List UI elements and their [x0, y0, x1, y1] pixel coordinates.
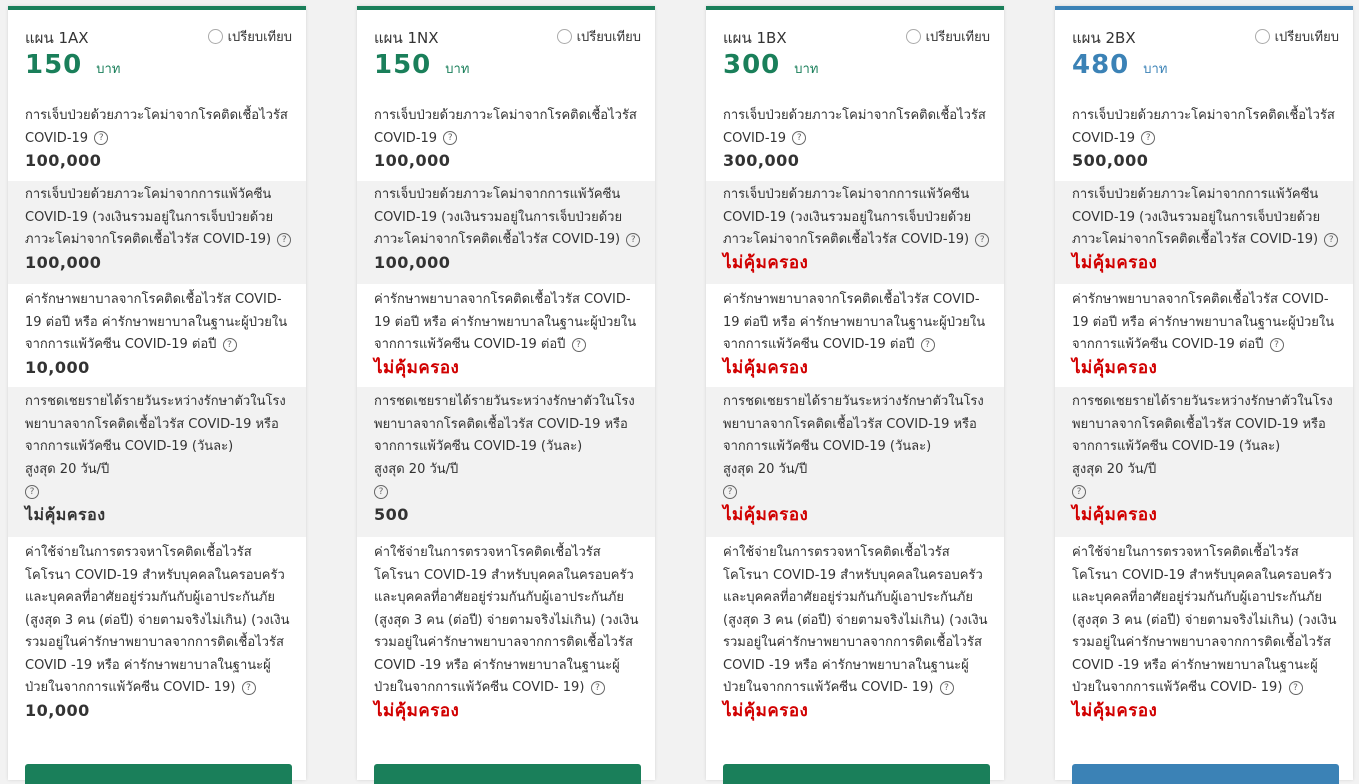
benefit-value: ไม่คุ้มครอง — [723, 252, 809, 273]
plan-card — [706, 6, 1004, 780]
plan-name: แผน 1NX — [374, 29, 439, 47]
benefit-row-coma-vaccine — [706, 181, 1004, 284]
help-icon[interactable]: ? — [792, 131, 806, 145]
help-icon[interactable]: ? — [223, 338, 237, 352]
compare-label: เปรียบเทียบ — [925, 30, 990, 45]
benefit-label: ค่าใช้จ่ายในการตรวจหาโรคติดเชื้อไวรัสโคโรนา COVID-19 สำหรับบุคคลในครอบครัว และบุคคลที่อาศัยอยู่ร่วมกันกับผู้เอาประกันภัย (สูงสุด 3 คน (ต่อปี) จ่ายตามจริงไม่เกิน) (วงเงินรวมอยู่ในค่ารักษาพยาบาลจากการติดเชื้อไวรัส COVID -19 หรือ ค่ารักษาพยาบาลในฐานะผู้ป่วยในจากการแพ้วัคซีน COVID- 19) — [374, 545, 639, 695]
benefit-value: ไม่คุ้มครอง — [1072, 357, 1158, 378]
benefit-value: ไม่คุ้มครอง — [723, 357, 809, 378]
help-icon[interactable]: ? — [94, 131, 108, 145]
help-icon[interactable]: ? — [723, 485, 737, 499]
benefit-label: การเจ็บป่วยด้วยภาวะโคม่าจากการแพ้วัคซีน COVID-19 (วงเงินรวมอยู่ในการเจ็บป่วยด้วยภาวะโคม่าจากโรคติดเชื้อไวรัส COVID-19) — [723, 187, 972, 247]
benefit-row-coma-covid — [706, 102, 1004, 177]
plan-card — [8, 6, 306, 780]
benefit-row-medical — [1055, 284, 1353, 387]
benefit-row-daily-compensation — [357, 387, 655, 537]
select-plan-button[interactable] — [1072, 764, 1339, 784]
help-icon[interactable]: ? — [443, 131, 457, 145]
benefit-value: ไม่คุ้มครอง — [374, 700, 460, 721]
benefit-label: ค่ารักษาพยาบาลจากโรคติดเชื้อไวรัส COVID-19 ต่อปี หรือ ค่ารักษาพยาบาลในฐานะผู้ป่วยในจากการแพ้วัคซีน COVID-19 ต่อปี — [25, 292, 288, 352]
help-icon[interactable]: ? — [1141, 131, 1155, 145]
help-icon[interactable]: ? — [1324, 233, 1338, 247]
benefit-row-medical — [8, 284, 306, 387]
radio-circle-icon[interactable] — [1255, 29, 1270, 44]
plan-card — [1055, 6, 1353, 780]
price-currency: บาท — [445, 62, 470, 77]
select-plan-button[interactable] — [374, 764, 641, 784]
benefit-label: ค่ารักษาพยาบาลจากโรคติดเชื้อไวรัส COVID-19 ต่อปี หรือ ค่ารักษาพยาบาลในฐานะผู้ป่วยในจากการแพ้วัคซีน COVID-19 ต่อปี — [374, 292, 637, 352]
benefit-value: ไม่คุ้มครอง — [723, 700, 809, 721]
benefit-label: การเจ็บป่วยด้วยภาวะโคม่าจากการแพ้วัคซีน COVID-19 (วงเงินรวมอยู่ในการเจ็บป่วยด้วยภาวะโคม่าจากโรคติดเชื้อไวรัส COVID-19) — [25, 187, 274, 247]
benefit-value: ไม่คุ้มครอง — [723, 504, 809, 525]
plan-price — [25, 50, 120, 80]
benefit-label: ค่าใช้จ่ายในการตรวจหาโรคติดเชื้อไวรัสโคโรนา COVID-19 สำหรับบุคคลในครอบครัว และบุคคลที่อาศัยอยู่ร่วมกันกับผู้เอาประกันภัย (สูงสุด 3 คน (ต่อปี) จ่ายตามจริงไม่เกิน) (วงเงินรวมอยู่ในค่ารักษาพยาบาลจากการติดเชื้อไวรัส COVID -19 หรือ ค่ารักษาพยาบาลในฐานะผู้ป่วยในจากการแพ้วัคซีน COVID- 19) — [723, 545, 988, 695]
benefit-value: 10,000 — [25, 700, 90, 720]
benefit-value: 100,000 — [25, 151, 102, 170]
price-currency: บาท — [794, 62, 819, 77]
plan-card — [357, 6, 655, 780]
plan-price — [723, 50, 818, 80]
benefit-value: ไม่คุ้มครอง — [1072, 504, 1158, 525]
benefit-row-testing — [8, 537, 306, 727]
benefit-row-coma-vaccine — [357, 181, 655, 284]
help-icon[interactable]: ? — [591, 681, 605, 695]
benefit-row-testing — [357, 537, 655, 727]
help-icon[interactable]: ? — [975, 233, 989, 247]
benefit-label: การชดเชยรายได้รายวันระหว่างรักษาตัวในโรงพยาบาลจากโรคติดเชื้อไวรัส COVID-19 หรือจากการแพ้วัคซีน COVID-19 (วันละ) — [374, 394, 635, 454]
benefit-row-coma-vaccine — [8, 181, 306, 284]
benefit-note: สูงสุด 20 วัน/ปี — [723, 461, 808, 477]
benefit-value: 300,000 — [723, 151, 800, 170]
benefit-label: การชดเชยรายได้รายวันระหว่างรักษาตัวในโรงพยาบาลจากโรคติดเชื้อไวรัส COVID-19 หรือจากการแพ้วัคซีน COVID-19 (วันละ) — [25, 394, 286, 454]
benefit-label: การเจ็บป่วยด้วยภาวะโคม่าจากโรคติดเชื้อไวรัส COVID-19 — [1072, 108, 1335, 146]
benefit-note: สูงสุด 20 วัน/ปี — [374, 461, 459, 477]
benefit-row-testing — [706, 537, 1004, 727]
price-currency: บาท — [96, 62, 121, 77]
help-icon[interactable]: ? — [626, 233, 640, 247]
benefit-value: 500 — [374, 504, 409, 524]
benefit-value: 10,000 — [25, 357, 90, 377]
benefit-value: 100,000 — [374, 252, 451, 272]
benefit-row-coma-covid — [1055, 102, 1353, 177]
help-icon[interactable]: ? — [1072, 485, 1086, 499]
benefit-row-daily-compensation — [1055, 387, 1353, 537]
benefit-row-coma-covid — [357, 102, 655, 177]
benefit-value: 500,000 — [1072, 151, 1149, 170]
help-icon[interactable]: ? — [374, 485, 388, 499]
benefit-value: 100,000 — [374, 151, 451, 170]
compare-checkbox[interactable] — [557, 26, 641, 47]
plan-name: แผน 2BX — [1072, 29, 1136, 47]
benefit-row-coma-covid — [8, 102, 306, 177]
benefit-label: ค่ารักษาพยาบาลจากโรคติดเชื้อไวรัส COVID-19 ต่อปี หรือ ค่ารักษาพยาบาลในฐานะผู้ป่วยในจากการแพ้วัคซีน COVID-19 ต่อปี — [1072, 292, 1335, 352]
benefit-label: การเจ็บป่วยด้วยภาวะโคม่าจากการแพ้วัคซีน COVID-19 (วงเงินรวมอยู่ในการเจ็บป่วยด้วยภาวะโคม่าจากโรคติดเชื้อไวรัส COVID-19) — [374, 187, 623, 247]
help-icon[interactable]: ? — [572, 338, 586, 352]
benefit-row-medical — [706, 284, 1004, 387]
benefit-row-daily-compensation — [8, 387, 306, 537]
help-icon[interactable]: ? — [1270, 338, 1284, 352]
plan-name: แผน 1BX — [723, 29, 787, 47]
benefit-label: การเจ็บป่วยด้วยภาวะโคม่าจากโรคติดเชื้อไวรัส COVID-19 — [374, 108, 637, 146]
radio-circle-icon[interactable] — [557, 29, 572, 44]
plan-price — [374, 50, 469, 80]
select-plan-button[interactable] — [25, 764, 292, 784]
benefit-note: สูงสุด 20 วัน/ปี — [25, 461, 110, 477]
compare-label: เปรียบเทียบ — [1274, 30, 1339, 45]
price-amount: 480 — [1072, 50, 1130, 80]
price-amount: 150 — [374, 50, 432, 80]
benefit-row-coma-vaccine — [1055, 181, 1353, 284]
help-icon[interactable]: ? — [242, 681, 256, 695]
benefit-label: การชดเชยรายได้รายวันระหว่างรักษาตัวในโรงพยาบาลจากโรคติดเชื้อไวรัส COVID-19 หรือจากการแพ้วัคซีน COVID-19 (วันละ) — [723, 394, 984, 454]
benefit-label: ค่าใช้จ่ายในการตรวจหาโรคติดเชื้อไวรัสโคโรนา COVID-19 สำหรับบุคคลในครอบครัว และบุคคลที่อาศัยอยู่ร่วมกันกับผู้เอาประกันภัย (สูงสุด 3 คน (ต่อปี) จ่ายตามจริงไม่เกิน) (วงเงินรวมอยู่ในค่ารักษาพยาบาลจากการติดเชื้อไวรัส COVID -19 หรือ ค่ารักษาพยาบาลในฐานะผู้ป่วยในจากการแพ้วัคซีน COVID- 19) — [1072, 545, 1337, 695]
benefit-label: การชดเชยรายได้รายวันระหว่างรักษาตัวในโรงพยาบาลจากโรคติดเชื้อไวรัส COVID-19 หรือจากการแพ้วัคซีน COVID-19 (วันละ) — [1072, 394, 1333, 454]
radio-circle-icon[interactable] — [208, 29, 223, 44]
compare-checkbox[interactable] — [1255, 26, 1339, 47]
benefit-label: การเจ็บป่วยด้วยภาวะโคม่าจากการแพ้วัคซีน COVID-19 (วงเงินรวมอยู่ในการเจ็บป่วยด้วยภาวะโคม่าจากโรคติดเชื้อไวรัส COVID-19) — [1072, 187, 1321, 247]
benefit-value: ไม่คุ้มครอง — [1072, 700, 1158, 721]
benefit-note: สูงสุด 20 วัน/ปี — [1072, 461, 1157, 477]
benefit-label: การเจ็บป่วยด้วยภาวะโคม่าจากโรคติดเชื้อไวรัส COVID-19 — [723, 108, 986, 146]
help-icon[interactable]: ? — [1289, 681, 1303, 695]
help-icon[interactable]: ? — [921, 338, 935, 352]
help-icon[interactable]: ? — [940, 681, 954, 695]
benefit-row-daily-compensation — [706, 387, 1004, 537]
benefit-label: ค่ารักษาพยาบาลจากโรคติดเชื้อไวรัส COVID-19 ต่อปี หรือ ค่ารักษาพยาบาลในฐานะผู้ป่วยในจากการแพ้วัคซีน COVID-19 ต่อปี — [723, 292, 986, 352]
benefit-value: ไม่คุ้มครอง — [374, 357, 460, 378]
benefit-value: ไม่คุ้มครอง — [25, 504, 106, 524]
compare-checkbox[interactable] — [906, 26, 990, 47]
help-icon[interactable]: ? — [277, 233, 291, 247]
select-plan-button[interactable] — [723, 764, 990, 784]
plan-price — [1072, 50, 1167, 80]
compare-checkbox[interactable] — [208, 26, 292, 47]
benefit-value: 100,000 — [25, 252, 102, 272]
benefit-label: การเจ็บป่วยด้วยภาวะโคม่าจากโรคติดเชื้อไวรัส COVID-19 — [25, 108, 288, 146]
price-currency: บาท — [1143, 62, 1168, 77]
benefit-value: ไม่คุ้มครอง — [1072, 252, 1158, 273]
benefit-row-medical — [357, 284, 655, 387]
price-amount: 150 — [25, 50, 83, 80]
price-amount: 300 — [723, 50, 781, 80]
benefit-row-testing — [1055, 537, 1353, 727]
plan-name: แผน 1AX — [25, 29, 89, 47]
radio-circle-icon[interactable] — [906, 29, 921, 44]
compare-label: เปรียบเทียบ — [576, 30, 641, 45]
compare-label: เปรียบเทียบ — [227, 30, 292, 45]
benefit-label: ค่าใช้จ่ายในการตรวจหาโรคติดเชื้อไวรัสโคโรนา COVID-19 สำหรับบุคคลในครอบครัว และบุคคลที่อาศัยอยู่ร่วมกันกับผู้เอาประกันภัย (สูงสุด 3 คน (ต่อปี) จ่ายตามจริงไม่เกิน) (วงเงินรวมอยู่ในค่ารักษาพยาบาลจากการติดเชื้อไวรัส COVID -19 หรือ ค่ารักษาพยาบาลในฐานะผู้ป่วยในจากการแพ้วัคซีน COVID- 19) — [25, 545, 290, 695]
help-icon[interactable]: ? — [25, 485, 39, 499]
